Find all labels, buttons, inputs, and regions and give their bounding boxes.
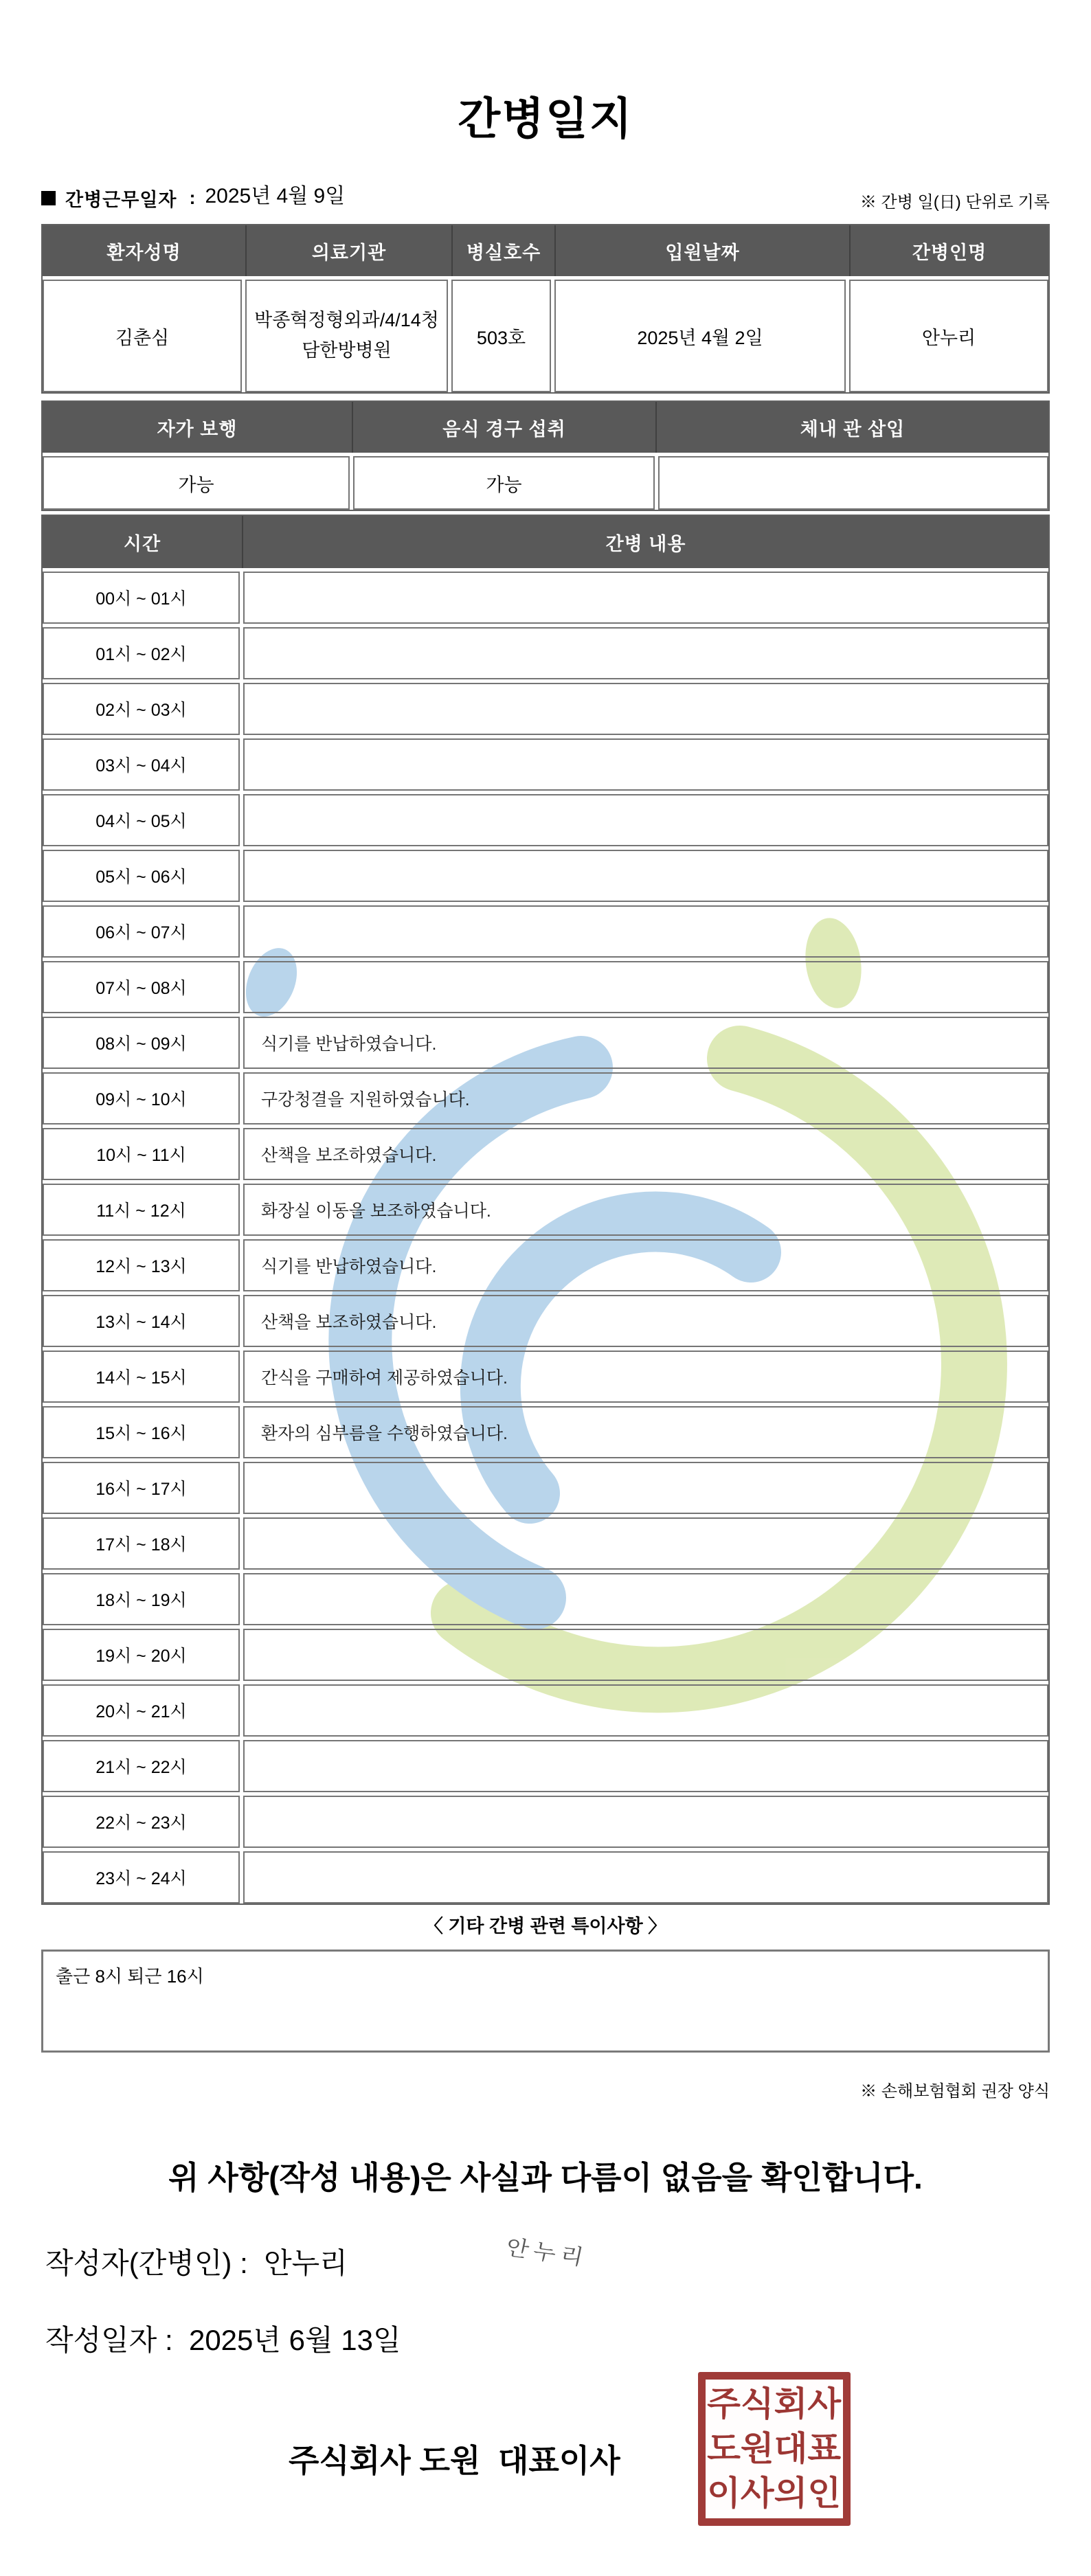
care-content-text (243, 1851, 1048, 1903)
timetable-row (43, 683, 1048, 735)
seal-line-3: 이사의인 (707, 2474, 842, 2512)
timetable-row (43, 1796, 1048, 1848)
confirmation-statement: 위 사항(작성 내용)은 사실과 다름이 없음을 확인합니다. (168, 2160, 923, 2195)
time-slot-label: 03시 ~ 04시 (43, 738, 240, 791)
timetable-row (43, 1740, 1048, 1792)
timetable-row (43, 738, 1048, 791)
time-slot-label: 00시 ~ 01시 (43, 572, 240, 624)
time-slot-label: 11시 ~ 12시 (43, 1184, 240, 1236)
care-content-text: 환자의 심부름을 수행하였습니다. (243, 1406, 1048, 1458)
time-slot-label: 07시 ~ 08시 (43, 961, 240, 1013)
header-care-content: 간병 내용 (242, 516, 1048, 568)
timetable-row (43, 1684, 1048, 1737)
timetable-row (43, 794, 1048, 846)
work-date-label: 간병근무일자 (65, 189, 177, 210)
patient-info-value-row (43, 280, 1048, 392)
timetable-row (43, 1517, 1048, 1570)
room-number-value: 503호 (451, 280, 551, 392)
timetable-row (43, 1351, 1048, 1403)
timetable-row (43, 1239, 1048, 1291)
time-slot-label: 19시 ~ 20시 (43, 1629, 240, 1681)
care-content-text: 간식을 구매하여 제공하였습니다. (243, 1351, 1048, 1403)
time-slot-label: 21시 ~ 22시 (43, 1740, 240, 1792)
care-content-text (243, 850, 1048, 902)
header-tube-insertion: 체내 관 삽입 (655, 402, 1048, 453)
care-content-text: 산책을 보조하였습니다. (243, 1295, 1048, 1347)
time-slot-label: 05시 ~ 06시 (43, 850, 240, 902)
special-notes-text: 출근 8시 퇴근 16시 (56, 1966, 204, 1987)
time-slot-label: 16시 ~ 17시 (43, 1462, 240, 1514)
company-ceo-line: 주식회사 도원 대표이사 (289, 2443, 620, 2478)
care-content-text: 구강청결을 지원하였습니다. (243, 1072, 1048, 1125)
seal-line-1: 주식회사 (707, 2385, 842, 2423)
header-patient-name: 환자성명 (106, 242, 181, 263)
caregiver-name-value: 안누리 (849, 280, 1048, 392)
written-date-line: 작성일자 : 2025년 6월 13일 (45, 2324, 401, 2356)
care-content-text (243, 1629, 1048, 1681)
header-caregiver-name: 간병인명 (849, 225, 1048, 276)
timetable-row (43, 1128, 1048, 1180)
patient-name-value: 김춘심 (43, 280, 242, 392)
seal-line-2: 도원대표 (707, 2430, 842, 2467)
timetable-row (43, 905, 1048, 958)
header-medical-institution: 의료기관 (245, 225, 451, 276)
care-content-text (243, 1517, 1048, 1570)
timetable-row (43, 1295, 1048, 1347)
author-handwritten-signature: 안누리 (504, 2235, 591, 2272)
time-slot-label: 01시 ~ 02시 (43, 627, 240, 679)
timetable-row (43, 1184, 1048, 1236)
special-notes-box (41, 1950, 1050, 2053)
care-content-text: 산책을 보조하였습니다. (243, 1128, 1048, 1180)
square-bullet-icon (41, 191, 56, 205)
care-content-text (243, 1796, 1048, 1848)
hourly-care-table (41, 515, 1050, 1905)
care-content-text (243, 905, 1048, 958)
work-date-value: 2025년 4월 9일 (205, 185, 346, 207)
timetable-row (43, 1072, 1048, 1125)
oral-intake-value: 가능 (353, 456, 655, 510)
time-slot-label: 04시 ~ 05시 (43, 794, 240, 846)
timetable-row (43, 1573, 1048, 1625)
work-date-colon: : (189, 187, 196, 208)
header-time: 시간 (123, 533, 161, 554)
hourly-care-rows (43, 572, 1048, 1903)
care-content-text (243, 683, 1048, 735)
care-content-text (243, 961, 1048, 1013)
patient-info-header-row (43, 225, 1048, 276)
care-content-text (243, 572, 1048, 624)
timetable-row (43, 1406, 1048, 1458)
company-seal-stamp (698, 2372, 851, 2526)
header-self-walking: 자가 보행 (157, 418, 238, 440)
timetable-row (43, 850, 1048, 902)
care-content-text (243, 1740, 1048, 1792)
patient-status-table (41, 400, 1050, 511)
time-slot-label: 22시 ~ 23시 (43, 1796, 240, 1848)
header-oral-intake: 음식 경구 섭취 (352, 402, 655, 453)
care-content-text: 식기를 반납하였습니다. (243, 1239, 1048, 1291)
care-content-text (243, 794, 1048, 846)
care-content-text (243, 738, 1048, 791)
timetable-row (43, 572, 1048, 624)
time-slot-label: 02시 ~ 03시 (43, 683, 240, 735)
care-content-text: 화장실 이동을 보조하였습니다. (243, 1184, 1048, 1236)
author-line: 작성자(간병인) : 안누리 (45, 2247, 348, 2279)
header-room-number: 병실호수 (451, 225, 554, 276)
timetable-row (43, 1462, 1048, 1514)
time-slot-label: 09시 ~ 10시 (43, 1072, 240, 1125)
recommended-form-note: ※ 손해보험협회 권장 양식 (860, 2082, 1050, 2101)
time-slot-label: 15시 ~ 16시 (43, 1406, 240, 1458)
time-slot-label: 12시 ~ 13시 (43, 1239, 240, 1291)
timetable-row (43, 1851, 1048, 1903)
time-slot-label: 13시 ~ 14시 (43, 1295, 240, 1347)
timetable-row (43, 1629, 1048, 1681)
time-slot-label: 10시 ~ 11시 (43, 1128, 240, 1180)
tube-insertion-value (658, 456, 1048, 510)
care-content-text (243, 627, 1048, 679)
timetable-row (43, 627, 1048, 679)
time-slot-label: 08시 ~ 09시 (43, 1017, 240, 1069)
page-title: 간병일지 (458, 94, 633, 144)
time-slot-label: 23시 ~ 24시 (43, 1851, 240, 1903)
daily-record-note: ※ 간병 일(日) 단위로 기록 (859, 193, 1050, 212)
patient-status-header-row (43, 402, 1048, 453)
admission-date-value: 2025년 4월 2일 (554, 280, 846, 392)
care-content-text (243, 1573, 1048, 1625)
care-content-text: 식기를 반납하였습니다. (243, 1017, 1048, 1069)
timetable-row (43, 961, 1048, 1013)
work-date-line (41, 183, 345, 213)
self-walking-value: 가능 (43, 456, 350, 510)
medical-institution-value: 박종혁정형외과/4/14청담한방병원 (245, 280, 448, 392)
patient-status-value-row (43, 456, 1048, 510)
hourly-care-header-row (43, 516, 1048, 568)
time-slot-label: 18시 ~ 19시 (43, 1573, 240, 1625)
patient-info-table (41, 224, 1050, 394)
time-slot-label: 06시 ~ 07시 (43, 905, 240, 958)
care-content-text (243, 1684, 1048, 1737)
time-slot-label: 20시 ~ 21시 (43, 1684, 240, 1737)
special-notes-title: 〈 기타 간병 관련 특이사항 〉 (424, 1916, 667, 1936)
time-slot-label: 14시 ~ 15시 (43, 1351, 240, 1403)
care-content-text (243, 1462, 1048, 1514)
timetable-row (43, 1017, 1048, 1069)
time-slot-label: 17시 ~ 18시 (43, 1517, 240, 1570)
header-admission-date: 입원날짜 (554, 225, 849, 276)
